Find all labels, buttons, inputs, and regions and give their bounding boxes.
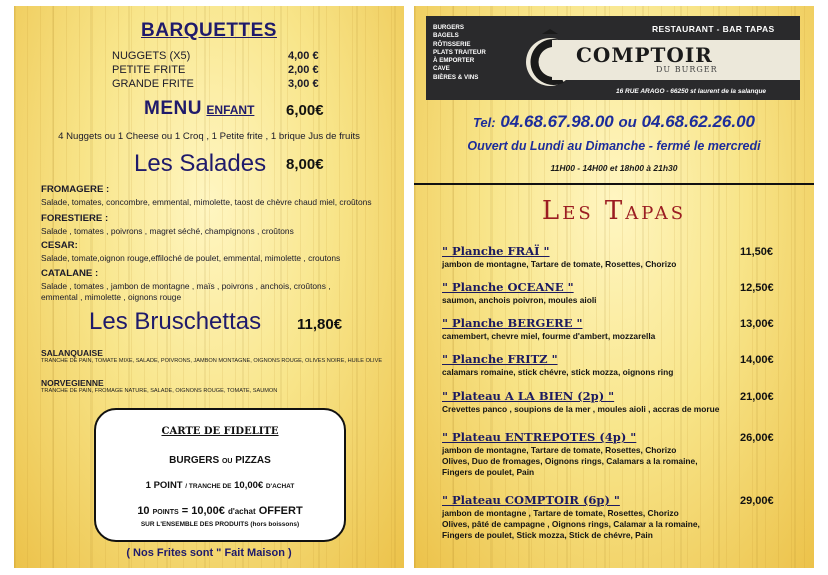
salade-name: CESAR:: [41, 240, 78, 251]
bruschetta-description: TRANCHE DE PAIN, FROMAGE NATURE, SALADE, OIGNONS ROUGE, TOMATE, SAUMON: [41, 388, 278, 394]
tapas-item-description: jambon de montagne , Tartare de tomate, Rosettes, Chorizo Olives, pâté de campagne , Oignons rings, Calamar a la romaine, Fingers de poulet, Stick mozza, Stick de chévre, Pain: [442, 508, 700, 540]
tapas-item-name: " Planche FRAÏ ": [442, 244, 550, 258]
tapas-item-description: jambon de montagne, Tartare de tomate, Rosettes, Chorizo Olives, Duo de fromages, Oignons rings, Calamars a la romaine, Fingers de poulet, Pain: [442, 445, 698, 477]
barquette-item-name: NUGGETS (X5): [112, 50, 191, 62]
loyalty-card: [94, 408, 346, 542]
tapas-item-name: " Plateau A LA BIEN (2p) ": [442, 389, 615, 403]
salades-title: Les Salades: [134, 150, 267, 177]
tapas-item-description: Crevettes panco , soupions de la mer , moules aioli , accras de morue: [442, 404, 720, 414]
salade-name: CATALANE :: [41, 268, 99, 279]
barquette-item-price: 4,00 €: [288, 50, 319, 62]
services-list: [433, 24, 523, 82]
tapas-item-description: camembert, chevre miel, fourme d'ambert, mozzarella: [442, 331, 656, 341]
loyalty-per-slice: / TRANCHE DE: [185, 483, 232, 490]
barquette-item-price: 2,00 €: [288, 64, 319, 76]
tel-label: Tel:: [472, 115, 496, 130]
tapas-item-name: " Plateau ENTREPOTES (4p) ": [442, 430, 637, 444]
loyalty-slice-amount: 10,00€: [234, 480, 264, 491]
menu-enfant-price: 6,00€: [286, 102, 324, 119]
service-item: CAVE: [433, 65, 450, 73]
salade-description: Salade , tomates , jambon de montagne , maïs , poivrons , anchois, croûtons , emmental , mimolette , oignons rouge: [41, 281, 331, 302]
loyalty-one-point: 1 POINT: [145, 480, 183, 491]
barquette-item-name: PETITE FRITE: [112, 64, 186, 76]
tapas-item-price: 12,50€: [740, 282, 774, 294]
bruschetta-name: SALANQUAISE: [41, 348, 103, 358]
service-item: PLATS TRAITEUR: [433, 48, 486, 56]
service-item: À EMPORTER: [433, 57, 475, 65]
salades-price: 8,00€: [286, 156, 324, 173]
phone-number-1: 04.68.67.98.00: [500, 112, 614, 131]
menu-enfant-title: [144, 98, 254, 120]
loyalty-card-products: [96, 455, 344, 466]
loyalty-offered: OFFERT: [258, 505, 303, 517]
tapas-item-price: 13,00€: [740, 318, 774, 330]
bruschetta-description: TRANCHE DE PAIN, TOMATE MIXE, SALADE, POIVRONS, JAMBON MONTAGNE, OIGNONS ROUGE, OLIVES NOIRE, HUILE OLIVE: [41, 358, 383, 364]
loyalty-pizzas: PIZZAS: [235, 455, 271, 466]
left-menu-panel: [14, 6, 404, 568]
divider: [414, 183, 814, 185]
tapas-item-name: " Planche BERGERE ": [442, 316, 583, 330]
loyalty-ten: 10: [137, 505, 150, 517]
loyalty-card-conditions: SUR L'ENSEMBLE DES PRODUITS (hors boissons): [140, 521, 300, 528]
salade-name: FROMAGERE :: [41, 184, 110, 195]
tapas-item-price: 29,00€: [740, 495, 774, 507]
brand-band: [552, 40, 800, 80]
salade-description: Salade, tomate,oignon rouge,effiloché de poulet, emmental, mimolette , croutons: [41, 253, 341, 263]
phone-line: [414, 112, 814, 132]
service-item: BURGERS: [433, 24, 464, 31]
tapas-item-description: jambon de montagne, Tartare de tomate, Rosettes, Chorizo: [442, 259, 677, 269]
loyalty-points-word: POINTS: [152, 509, 179, 516]
tapas-item-price: 11,50€: [740, 246, 774, 258]
loyalty-card-point-rule: [96, 480, 344, 491]
tapas-item-name: " Planche FRITZ ": [442, 352, 558, 366]
brand-name: COMPTOIR: [576, 43, 713, 67]
restaurant-address: 16 RUE ARAGO - 66250 st laurent de la salanque: [616, 88, 767, 95]
loyalty-purchase-word: D'ACHAT: [265, 483, 295, 490]
tapas-item-price: 26,00€: [740, 432, 774, 444]
loyalty-reward-amount: = 10,00€: [181, 505, 225, 517]
tapas-item-price: 21,00€: [740, 391, 774, 403]
tapas-item-description: calamars romaine, stick chévre, stick mozza, oignons ring: [442, 367, 674, 377]
phone-number-2: 04.68.62.26.00: [641, 112, 756, 131]
loyalty-or: OU: [221, 458, 233, 465]
restaurant-header: [426, 16, 800, 100]
tapas-item-name: " Planche OCEANE ": [442, 280, 574, 294]
barquette-item-name: GRANDE FRITE: [112, 78, 194, 90]
tapas-item-name: " Plateau COMPTOIR (6p) ": [442, 493, 620, 507]
brand-subtitle: DU BURGER: [656, 65, 718, 74]
menu-enfant-title-main: MENU: [144, 98, 202, 119]
bruschettas-title: Les Bruschettas: [89, 308, 262, 335]
service-item: BAGELS: [433, 32, 459, 40]
menu-enfant-title-sub: ENFANT: [206, 103, 255, 117]
loyalty-burgers: BURGERS: [169, 455, 220, 466]
salade-description: Salade, tomates, concombre, emmental, mimolette, taost de chèvre chaud miel, croûtons: [41, 197, 372, 207]
opening-days: Ouvert du Lundi au Dimanche - fermé le mercredi: [467, 139, 761, 153]
phone-or: ou: [618, 114, 637, 131]
loyalty-card-title: CARTE DE FIDELITE: [161, 426, 279, 437]
menu-enfant-description: 4 Nuggets ou 1 Cheese ou 1 Croq , 1 Petite frite , 1 brique Jus de fruits: [58, 131, 360, 142]
bruschettas-price: 11,80€: [297, 316, 343, 333]
salade-description: Salade , tomates , poivrons , magret séché, champignons , croûtons: [41, 226, 294, 236]
right-menu-panel: [414, 6, 814, 568]
salade-name: FORESTIERE :: [41, 213, 109, 224]
bruschetta-name: NORVEGIENNE: [41, 378, 104, 388]
barquettes-title: BARQUETTES: [141, 20, 277, 41]
tapas-item-description: saumon, anchois poivron, moules aioli: [442, 295, 597, 305]
service-item: BIÈRES & VINS: [433, 73, 479, 81]
tapas-title: Les Tapas: [541, 196, 687, 226]
homemade-fries-note: ( Nos Frites sont " Fait Maison ): [126, 547, 292, 559]
service-item: RÔTISSERIE: [433, 40, 471, 48]
loyalty-achat-word: d'achat: [227, 507, 256, 516]
restaurant-tagline: RESTAURANT - BAR TAPAS: [652, 24, 775, 34]
loyalty-card-reward: [96, 505, 344, 517]
tapas-item-price: 14,00€: [740, 354, 774, 366]
opening-hours: 11H00 - 14H00 et 18h00 à 21h30: [550, 163, 678, 173]
barquette-item-price: 3,00 €: [288, 78, 319, 90]
